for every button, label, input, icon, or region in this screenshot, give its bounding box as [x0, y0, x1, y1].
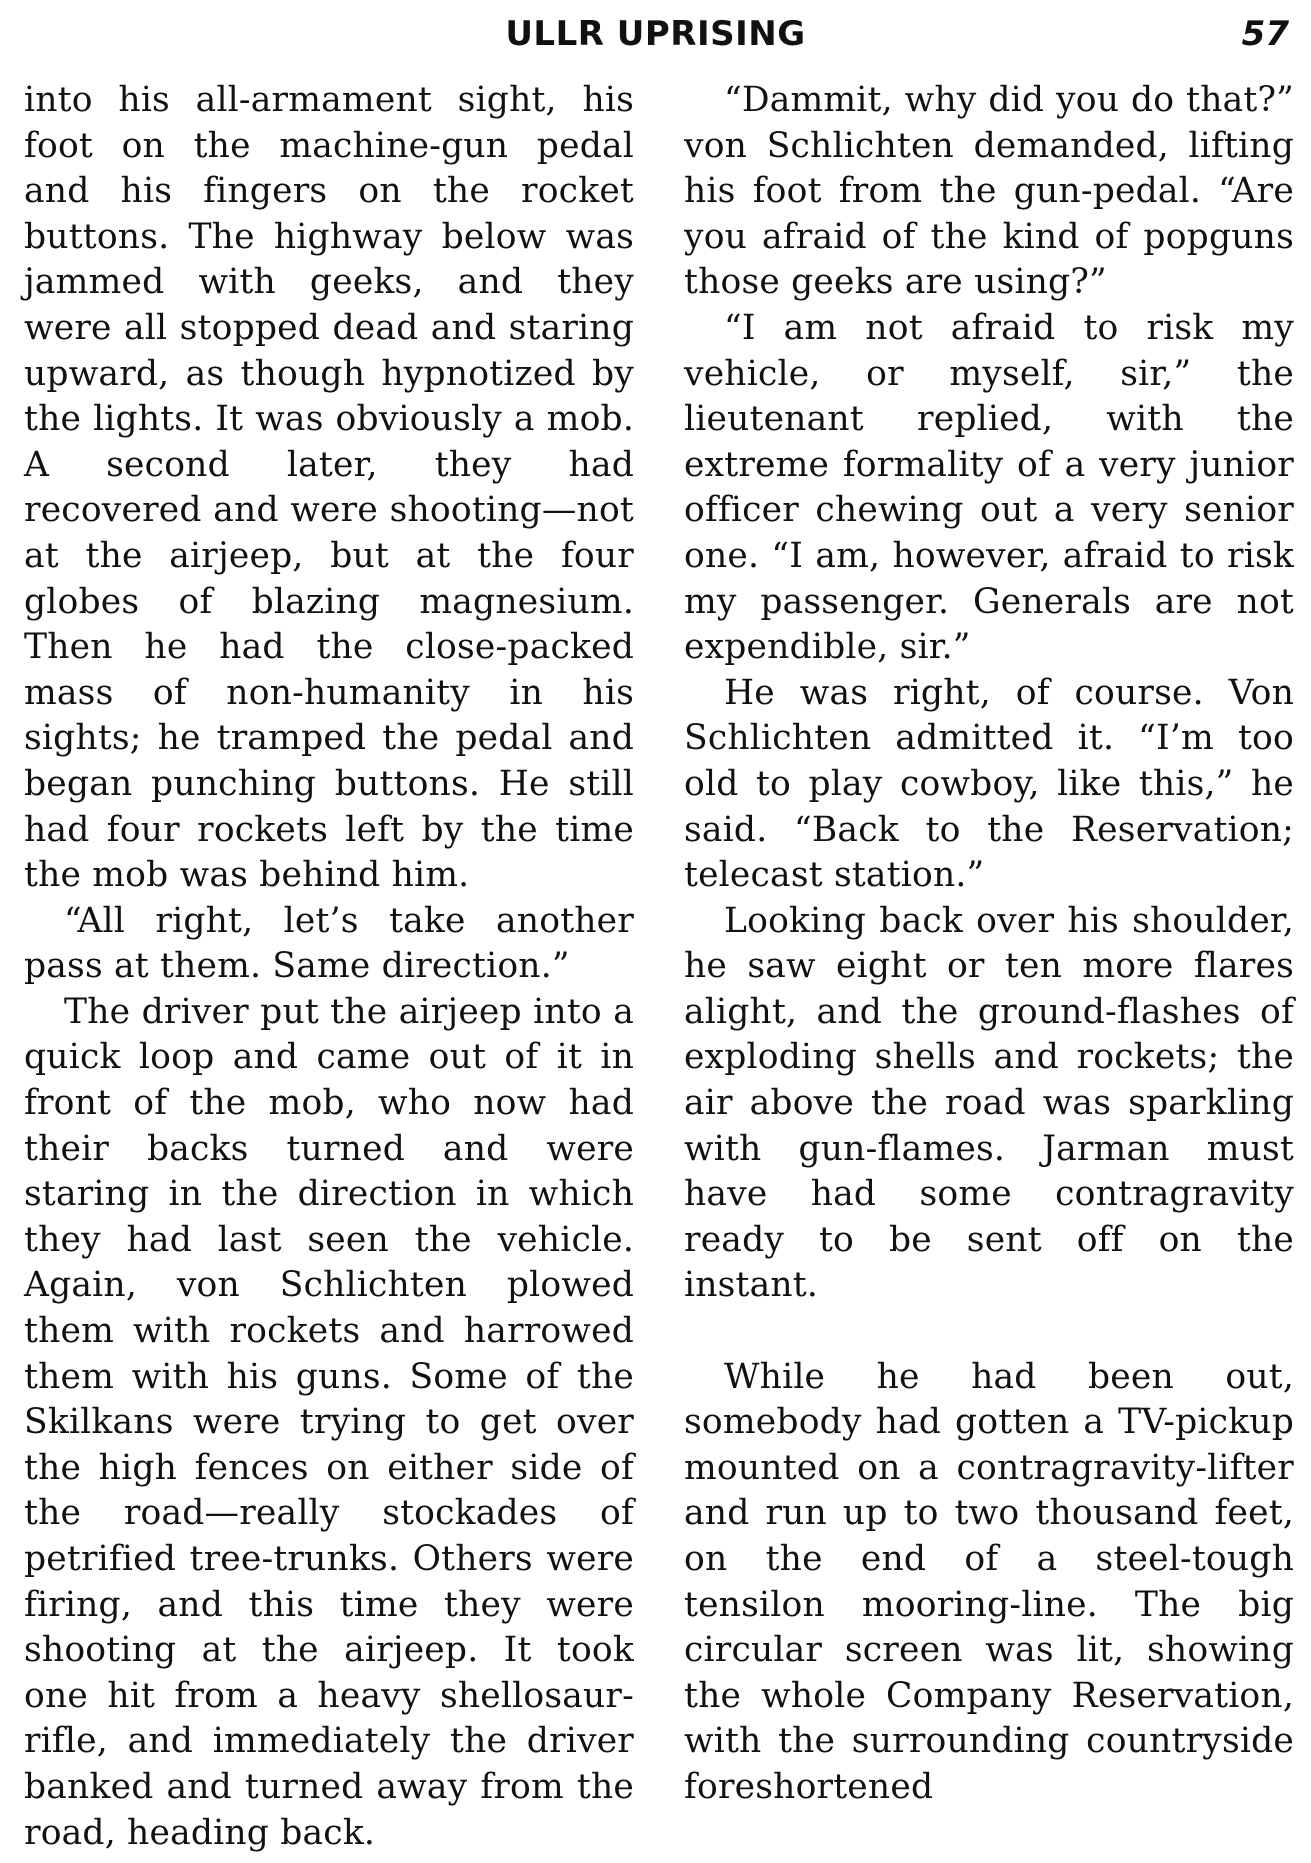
paragraph: While he had been out, somebody had gotten a TV-pickup mounted on a contragravity-lifter and run up to two thousand feet, on the end of a steel-tough tensilon mooring-line. The big circular screen was lit, showing the whole Company Reservation, with the surrounding countryside foreshortened [684, 1356, 1294, 1807]
paragraph: The driver put the airjeep into a quick loop and came out of it in front of the mob, who now had their backs turned and were staring in the direction in which they had last seen the vehicle. Again, von Schlichten plowed them with rockets and harrowed them with his guns. Some of the Skilkans were trying to get over the high fences on either side of the road—really stockades of petrified tree-trunks. Others were firing, and this time they were shooting at the airjeep. It took one hit from a heavy shellosaur-rifle, and immediately the driver banked and turned away from the road, heading back. [24, 991, 634, 1853]
paragraph: “All right, let’s take another pass at them. Same direction.” [24, 900, 634, 987]
running-title: ULLR UPRISING [505, 14, 806, 54]
right-column [684, 78, 1294, 1811]
page-number: 57 [1241, 14, 1289, 54]
paragraph: He was right, of course. Von Schlichten admitted it. “I’m too old to play cowboy, like this,” he said. “Back to the Reservation; telecast station.” [684, 672, 1294, 896]
running-head [0, 10, 1311, 60]
paragraph: into his all-armament sight, his foot on the machine-gun pedal and his fingers on the rocket buttons. The highway below was jammed with geeks, and they were all stopped dead and staring upward, as though hypnotized by the lights. It was obviously a mob. A second later, they had recovered and were shooting—not at the airjeep, but at the four globes of blazing magnesium. Then he had the close-packed mass of non-humanity in his sights; he tramped the pedal and began punching buttons. He still had four rockets left by the time the mob was behind him. [24, 80, 634, 896]
paragraph: Looking back over his shoulder, he saw eight or ten more flares alight, and the ground-flashes of exploding shells and rockets; the air above the road was sparkling with gun-flames. Jarman must have had some contragravity ready to be sent off on the instant. [684, 900, 1294, 1306]
paragraph: “I am not afraid to risk my vehicle, or myself, sir,” the lieutenant replied, with the extreme formality of a very junior officer chewing out a very senior one. “I am, however, afraid to risk my passenger. Generals are not expendible, sir.” [684, 307, 1294, 668]
paragraph: “Dammit, why did you do that?” von Schlichten demanded, lifting his foot from the gun-pedal. “Are you afraid of the kind of popguns those geeks are using?” [684, 80, 1294, 303]
left-column [24, 78, 634, 1856]
